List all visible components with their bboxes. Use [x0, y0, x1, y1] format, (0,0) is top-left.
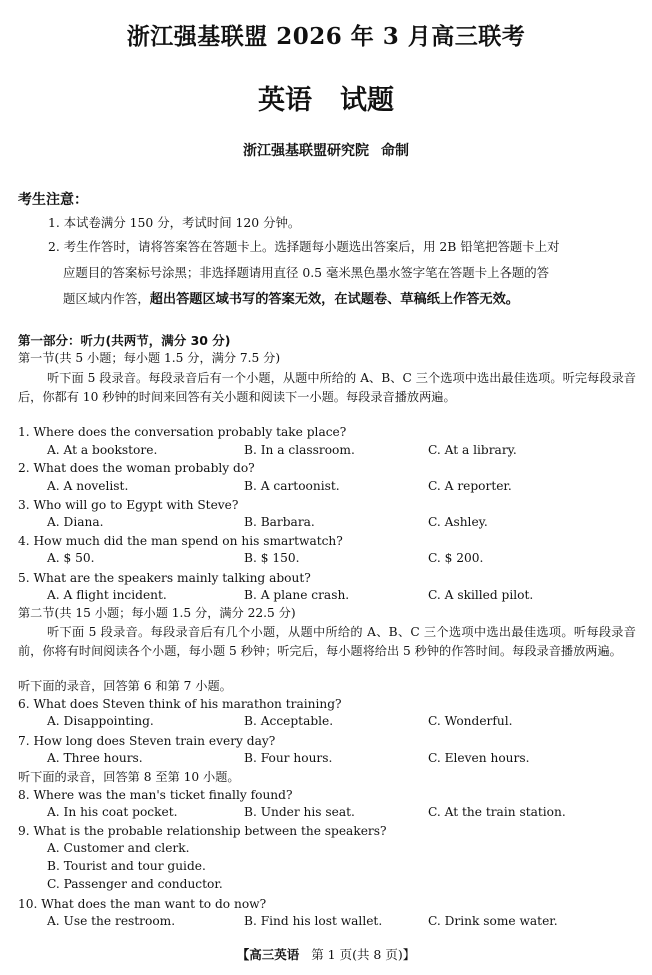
question-8: 8. Where was the man's ticket finally found?: [18, 788, 293, 802]
question-9-option-a: A. Customer and clerk.: [47, 841, 190, 855]
question-2: 2. What does the woman probably do?: [18, 461, 255, 475]
question-9-option-b: B. Tourist and tour guide.: [47, 859, 206, 873]
question-8-option-c: C. At the train station.: [428, 805, 566, 819]
exam-title: 浙江强基联盟 2026 年 3 月高三联考: [126, 23, 526, 50]
question-3-option-b: B. Barbara.: [244, 515, 315, 529]
part1-heading: 第一部分：听力(共两节，满分 30 分): [18, 333, 231, 348]
question-6: 6. What does Steven think of his marathon training?: [18, 697, 342, 711]
byline: [0, 140, 652, 160]
question-8-option-a: A. In his coat pocket.: [47, 805, 178, 819]
question-4-option-a: A. $ 50.: [47, 551, 95, 565]
question-5-option-b: B. A plane crash.: [244, 588, 350, 602]
listen-instruction-6-7: 听下面的录音，回答第 6 和第 7 小题。: [18, 679, 232, 693]
byline-suffix: 命制: [381, 143, 409, 159]
question-9: 9. What is the probable relationship between the speakers?: [18, 824, 387, 838]
notice-item-2: [48, 234, 638, 313]
notice-item-2-line1: 2. 考生作答时，请将答案答在答题卡上。选择题每小题选出答案后，用 2B 铅笔把答题卡上对: [48, 239, 560, 254]
notice-warning: 超出答题区域书写的答案无效，在试题卷、草稿纸上作答无效。: [149, 292, 519, 307]
question-6-option-b: B. Acceptable.: [244, 714, 334, 728]
question-7-option-c: C. Eleven hours.: [428, 751, 530, 765]
question-7-option-a: A. Three hours.: [47, 751, 143, 765]
question-6-option-c: C. Wonderful.: [428, 714, 513, 728]
section1-heading: 第一节(共 5 小题；每小题 1.5 分，满分 7.5 分): [18, 351, 281, 365]
subject-word-english: 英语: [258, 85, 312, 116]
section2-instructions: 听下面 5 段录音。每段录音后有几个小题，从题中所给的 A、B、C 三个选项中选出最佳选项。听每段录音前，你将有时间阅读各个小题，每小题 5 秒钟；听完后，每小题将给出 5 秒钟的作答时间。每段录音播放两遍。: [18, 625, 636, 658]
subject-title: [0, 78, 652, 117]
page-footer: [0, 945, 652, 963]
notice-item-2-line3a: 题区域内作答，: [63, 291, 150, 306]
question-1-option-c: C. At a library.: [428, 443, 517, 457]
question-10-option-c: C. Drink some water.: [428, 914, 558, 928]
notice-item-2-line3: [48, 286, 638, 313]
footer-page-number: 第 1 页(共 8 页)】: [311, 947, 416, 962]
question-1-option-b: B. In a classroom.: [244, 443, 355, 457]
question-1-option-a: A. At a bookstore.: [47, 443, 158, 457]
question-10: 10. What does the man want to do now?: [18, 897, 267, 911]
question-4-option-b: B. $ 150.: [244, 551, 300, 565]
section2-heading: 第二节(共 15 小题；每小题 1.5 分，满分 22.5 分): [18, 606, 296, 620]
notice-heading: 考生注意：: [18, 192, 88, 208]
question-3-option-a: A. Diana.: [47, 515, 104, 529]
question-1: 1. Where does the conversation probably take place?: [18, 425, 347, 439]
question-5-option-c: C. A skilled pilot.: [428, 588, 534, 602]
footer-label: 【高三英语: [236, 947, 300, 962]
question-4-option-c: C. $ 200.: [428, 551, 484, 565]
subject-word-test: 试题: [340, 85, 394, 116]
question-3: 3. Who will go to Egypt with Steve?: [18, 498, 239, 512]
question-2-option-b: B. A cartoonist.: [244, 479, 340, 493]
listen-instruction-8-10: 听下面的录音，回答第 8 至第 10 小题。: [18, 770, 240, 784]
question-2-option-c: C. A reporter.: [428, 479, 512, 493]
question-6-option-a: A. Disappointing.: [47, 714, 154, 728]
notice-item-1: 1. 本试卷满分 150 分，考试时间 120 分钟。: [48, 215, 301, 230]
question-7-option-b: B. Four hours.: [244, 751, 333, 765]
question-9-option-c: C. Passenger and conductor.: [47, 877, 223, 891]
byline-org: 浙江强基联盟研究院: [243, 143, 369, 159]
question-5-option-a: A. A flight incident.: [47, 588, 167, 602]
question-5: 5. What are the speakers mainly talking about?: [18, 571, 311, 585]
question-7: 7. How long does Steven train every day?: [18, 734, 276, 748]
notice-item-2-line2: 应题目的答案标号涂黑；非选择题请用直径 0.5 毫米黑色墨水签字笔在答题卡上各题的答: [63, 265, 550, 280]
question-3-option-c: C. Ashley.: [428, 515, 488, 529]
question-8-option-b: B. Under his seat.: [244, 805, 355, 819]
question-10-option-a: A. Use the restroom.: [47, 914, 176, 928]
question-2-option-a: A. A novelist.: [47, 479, 129, 493]
section1-instructions: 听下面 5 段录音。每段录音后有一个小题，从题中所给的 A、B、C 三个选项中选出最佳选项。听完每段录音后，你都有 10 秒钟的时间来回答有关小题和阅读下一小题。每段录音播放两遍。: [18, 371, 636, 404]
question-4: 4. How much did the man spend on his smartwatch?: [18, 534, 343, 548]
question-10-option-b: B. Find his lost wallet.: [244, 914, 383, 928]
